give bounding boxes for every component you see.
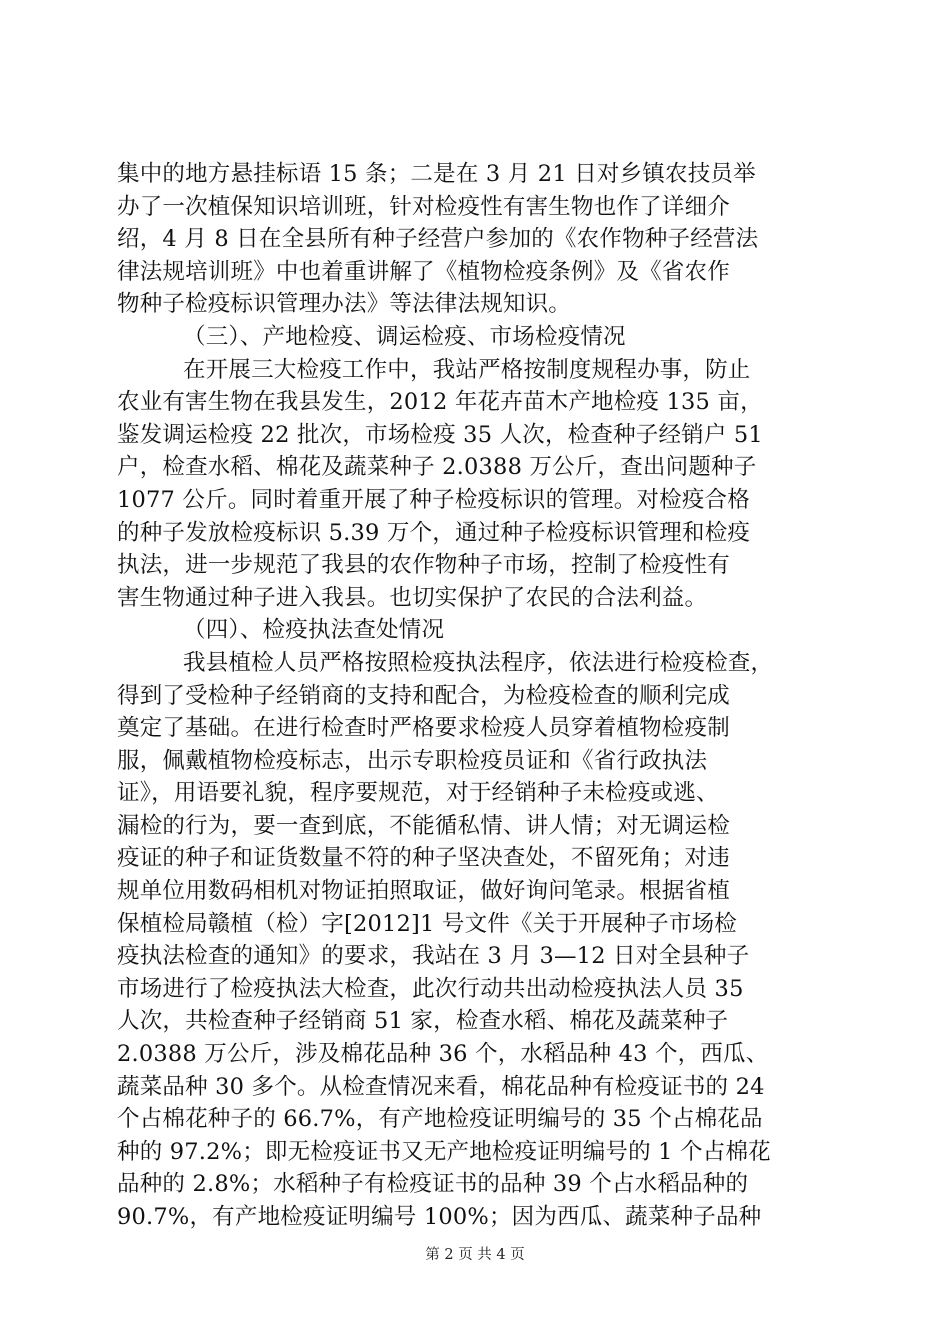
paragraph-line: 人次，共检查种子经销商 51 家，检查水稻、棉花及蔬菜种子 bbox=[117, 1008, 729, 1035]
paragraph-line: 个占棉花种子的 66.7%，有产地检疫证明编号的 35 个占棉花品 bbox=[117, 1106, 763, 1133]
paragraph-line: 农业有害生物在我县发生，2012 年花卉苗木产地检疫 135 亩， bbox=[117, 389, 763, 416]
paragraph-line: 服，佩戴植物检疫标志，出示专职检疫员证和《省行政执法 bbox=[117, 747, 708, 774]
paragraph-line: 品种的 2.8%；水稻种子有检疫证书的品种 39 个占水稻品种的 bbox=[117, 1171, 749, 1198]
paragraph-line-indented: （四）、检疫执法查处情况 bbox=[183, 617, 445, 644]
paragraph-line: 证》，用语要礼貌，程序要规范，对于经销种子未检疫或逃、 bbox=[117, 780, 719, 807]
paragraph-line: 保植检局赣植（检）字[2012]1 号文件《关于开展种子市场检 bbox=[117, 910, 737, 937]
page-footer: 第 2 页 共 4 页 bbox=[425, 1247, 525, 1263]
paragraph-line: 1077 公斤。同时着重开展了种子检疫标识的管理。对检疫合格 bbox=[117, 486, 750, 513]
paragraph-line: 奠定了基础。在进行检查时严格要求检疫人员穿着植物检疫制 bbox=[117, 715, 730, 742]
paragraph-line: 绍，4 月 8 日在全县所有种子经营户参加的《农作物种子经营法 bbox=[117, 226, 759, 253]
paragraph-line: 办了一次植保知识培训班，针对检疫性有害生物也作了详细介 bbox=[117, 193, 730, 220]
paragraph-line: 集中的地方悬挂标语 15 条；二是在 3 月 21 日对乡镇农技员举 bbox=[117, 161, 756, 187]
paragraph-line: 漏检的行为，要一查到底，不能循私情、讲人情；对无调运检 bbox=[117, 812, 730, 839]
paragraph-line: 蔬菜品种 30 多个。从检查情况来看，棉花品种有检疫证书的 24 bbox=[117, 1073, 765, 1100]
paragraph-line: 执法，进一步规范了我县的农作物种子市场，控制了检疫性有 bbox=[117, 552, 730, 579]
paragraph-line: 市场进行了检疫执法大检查，此次行动共出动检疫执法人员 35 bbox=[117, 975, 744, 1002]
paragraph-line: 规单位用数码相机对物证拍照取证，做好询问笔录。根据省植 bbox=[117, 878, 730, 905]
paragraph-line: 律法规培训班》中也着重讲解了《植物检疫条例》及《省农作 bbox=[117, 258, 730, 285]
paragraph-line-indented: 在开展三大检疫工作中，我站严格按制度规程办事，防止 bbox=[183, 356, 751, 383]
paragraph-line: 物种子检疫标识管理办法》等法律法规知识。 bbox=[117, 291, 572, 318]
document-body bbox=[117, 158, 833, 1234]
paragraph-line-indented: （三）、产地检疫、调运检疫、市场检疫情况 bbox=[183, 323, 626, 350]
paragraph-line: 90.7%，有产地检疫证明编号 100%；因为西瓜、蔬菜种子品种 bbox=[117, 1204, 762, 1230]
paragraph-line: 的种子发放检疫标识 5.39 万个，通过种子检疫标识管理和检疫 bbox=[117, 519, 751, 546]
paragraph-line-indented: 我县植检人员严格按照检疫执法程序，依法进行检疫检查， bbox=[183, 649, 774, 676]
paragraph-line: 疫证的种子和证货数量不符的种子坚决查处，不留死角；对违 bbox=[117, 845, 730, 872]
paragraph-line: 疫执法检查的通知》的要求，我站在 3 月 3—12 日对全县种子 bbox=[117, 943, 750, 970]
paragraph-line: 2.0388 万公斤，涉及棉花品种 36 个，水稻品种 43 个，西瓜、 bbox=[117, 1041, 769, 1068]
paragraph-line: 得到了受检种子经销商的支持和配合，为检疫检查的顺利完成 bbox=[117, 682, 730, 709]
paragraph-line: 户，检查水稻、棉花及蔬菜种子 2.0388 万公斤，查出问题种子 bbox=[117, 454, 757, 481]
paragraph-line: 害生物通过种子进入我县。也切实保护了农民的合法利益。 bbox=[117, 584, 708, 611]
paragraph-line: 鉴发调运检疫 22 批次，市场检疫 35 人次，检查种子经销户 51 bbox=[117, 421, 763, 448]
paragraph-line: 种的 97.2%；即无检疫证书又无产地检疫证明编号的 1 个占棉花 bbox=[117, 1138, 771, 1165]
